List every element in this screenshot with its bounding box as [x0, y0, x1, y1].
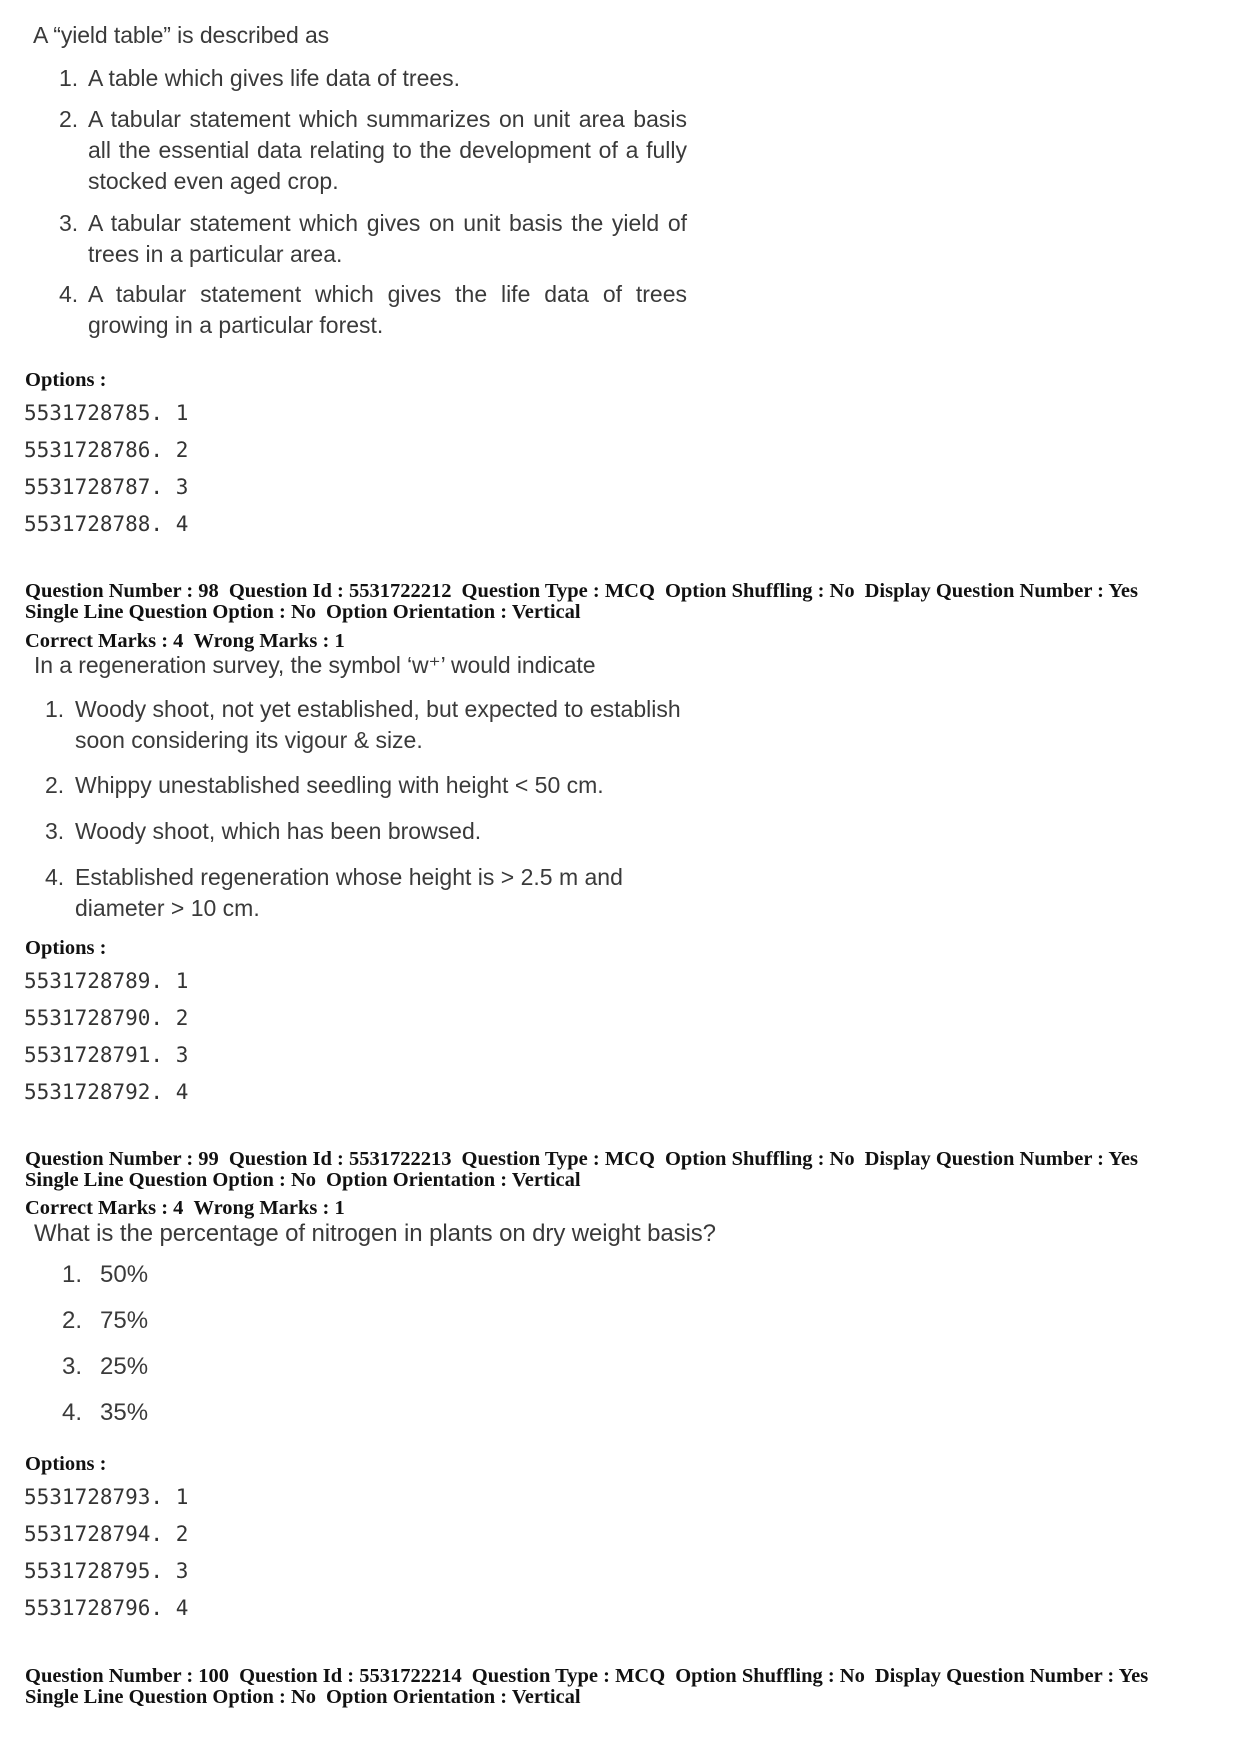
options-label: Options : [25, 937, 107, 959]
options-list [24, 395, 188, 543]
question-meta-line [25, 1170, 591, 1191]
choice-text: 75% [100, 1307, 149, 1334]
meta-field: Wrong Marks : 1 [193, 1197, 345, 1219]
meta-field: Option Shuffling : No [664, 1148, 855, 1170]
question-meta-line [25, 1666, 1158, 1687]
question-meta-line [25, 581, 1148, 602]
choice-number: 2. [62, 1307, 83, 1334]
meta-field: Question Id : 5531722214 [239, 1665, 462, 1687]
question-meta-line [25, 1687, 591, 1708]
meta-field: Wrong Marks : 1 [193, 630, 345, 652]
options-label: Options : [25, 369, 107, 391]
choice-number: 1. [62, 1261, 83, 1288]
choice-number: 3. [45, 818, 65, 844]
choice-text: A table which gives life data of trees. [88, 65, 461, 91]
choice-text: Whippy unestablished seedling with height < 50 cm. [75, 772, 604, 798]
choice-text: A tabular statement which summarizes on unit area basis all the essential data relating to the development of a fully stocked even aged crop. [88, 106, 687, 194]
question-meta-line [25, 1149, 1148, 1170]
option-item: 5531728787. 3 [24, 475, 189, 499]
question-97-stem: A “yield table” is described as [33, 22, 330, 48]
choice-item [62, 1397, 362, 1443]
choice-number: 2. [45, 772, 65, 798]
meta-field: Question Type : MCQ [471, 1665, 666, 1687]
choice-item [59, 104, 687, 208]
option-item: 5531728788. 4 [24, 512, 189, 536]
option-item: 5531728790. 2 [24, 1006, 189, 1030]
choice-number: 3. [62, 1353, 83, 1380]
meta-field: Display Question Number : Yes [874, 1665, 1149, 1687]
choice-text: Woody shoot, which has been browsed. [75, 818, 482, 844]
question-98-stem: In a regeneration survey, the symbol ‘w⁺’ would indicate [34, 652, 596, 678]
meta-field: Option Shuffling : No [664, 580, 855, 602]
meta-field: Option Orientation : Vertical [326, 601, 581, 623]
choice-item [59, 279, 687, 341]
meta-field: Option Shuffling : No [675, 1665, 865, 1687]
meta-field: Correct Marks : 4 [25, 630, 184, 652]
option-item: 5531728794. 2 [24, 1522, 189, 1546]
question-97-choices [59, 63, 687, 341]
question-99-choices [62, 1259, 362, 1443]
choice-item [59, 63, 687, 104]
choice-text: 25% [100, 1353, 149, 1380]
meta-field: Display Question Number : Yes [864, 580, 1138, 602]
question-98-choices [45, 694, 735, 924]
choice-item [45, 770, 735, 816]
meta-field: Question Type : MCQ [461, 580, 655, 602]
choice-number: 4. [62, 1399, 83, 1426]
marks-line [25, 1198, 355, 1219]
meta-field: Single Line Question Option : No [25, 601, 317, 623]
choice-text: 50% [100, 1261, 149, 1288]
option-item: 5531728796. 4 [24, 1596, 189, 1620]
option-item: 5531728785. 1 [24, 401, 189, 425]
option-item: 5531728792. 4 [24, 1080, 189, 1104]
meta-field: Question Id : 5531722213 [228, 1148, 452, 1170]
option-item: 5531728791. 3 [24, 1043, 189, 1067]
choice-number: 1. [59, 65, 79, 91]
choice-item [62, 1259, 362, 1305]
marks-line [25, 631, 355, 652]
option-item: 5531728795. 3 [24, 1559, 189, 1583]
choice-text: Established regeneration whose height is > 2.5 m and diameter > 10 cm. [75, 864, 623, 921]
meta-field: Question Id : 5531722212 [228, 580, 452, 602]
meta-field: Display Question Number : Yes [864, 1148, 1138, 1170]
options-label: Options : [25, 1453, 107, 1475]
option-item: 5531728789. 1 [24, 969, 189, 993]
meta-field: Question Number : 98 [25, 580, 219, 602]
meta-field: Question Number : 100 [25, 1665, 230, 1687]
choice-item [45, 862, 735, 924]
choice-item [59, 208, 687, 279]
meta-field: Question Number : 99 [25, 1148, 219, 1170]
options-list [24, 1479, 188, 1627]
question-meta-line [25, 602, 591, 623]
meta-field: Single Line Question Option : No [25, 1169, 317, 1191]
choice-item [62, 1351, 362, 1397]
choice-text: 35% [100, 1399, 149, 1426]
choice-item [45, 816, 735, 862]
choice-item [62, 1305, 362, 1351]
meta-field: Option Orientation : Vertical [326, 1686, 581, 1708]
question-99-stem: What is the percentage of nitrogen in plants on dry weight basis? [34, 1220, 716, 1247]
meta-field: Question Type : MCQ [461, 1148, 655, 1170]
choice-number: 4. [59, 281, 79, 307]
meta-field: Option Orientation : Vertical [326, 1169, 581, 1191]
choice-number: 2. [59, 106, 79, 132]
choice-text: A tabular statement which gives on unit basis the yield of trees in a particular area. [88, 210, 687, 267]
choice-number: 1. [45, 696, 65, 722]
options-list [24, 963, 188, 1111]
meta-field: Single Line Question Option : No [25, 1686, 317, 1708]
choice-text: Woody shoot, not yet established, but expected to establish soon considering its vigour & size. [75, 696, 681, 753]
meta-field: Correct Marks : 4 [25, 1197, 184, 1219]
choice-item [45, 694, 735, 770]
choice-number: 4. [45, 864, 65, 890]
choice-number: 3. [59, 210, 79, 236]
choice-text: A tabular statement which gives the life data of trees growing in a particular forest. [88, 281, 687, 338]
option-item: 5531728793. 1 [24, 1485, 189, 1509]
option-item: 5531728786. 2 [24, 438, 189, 462]
